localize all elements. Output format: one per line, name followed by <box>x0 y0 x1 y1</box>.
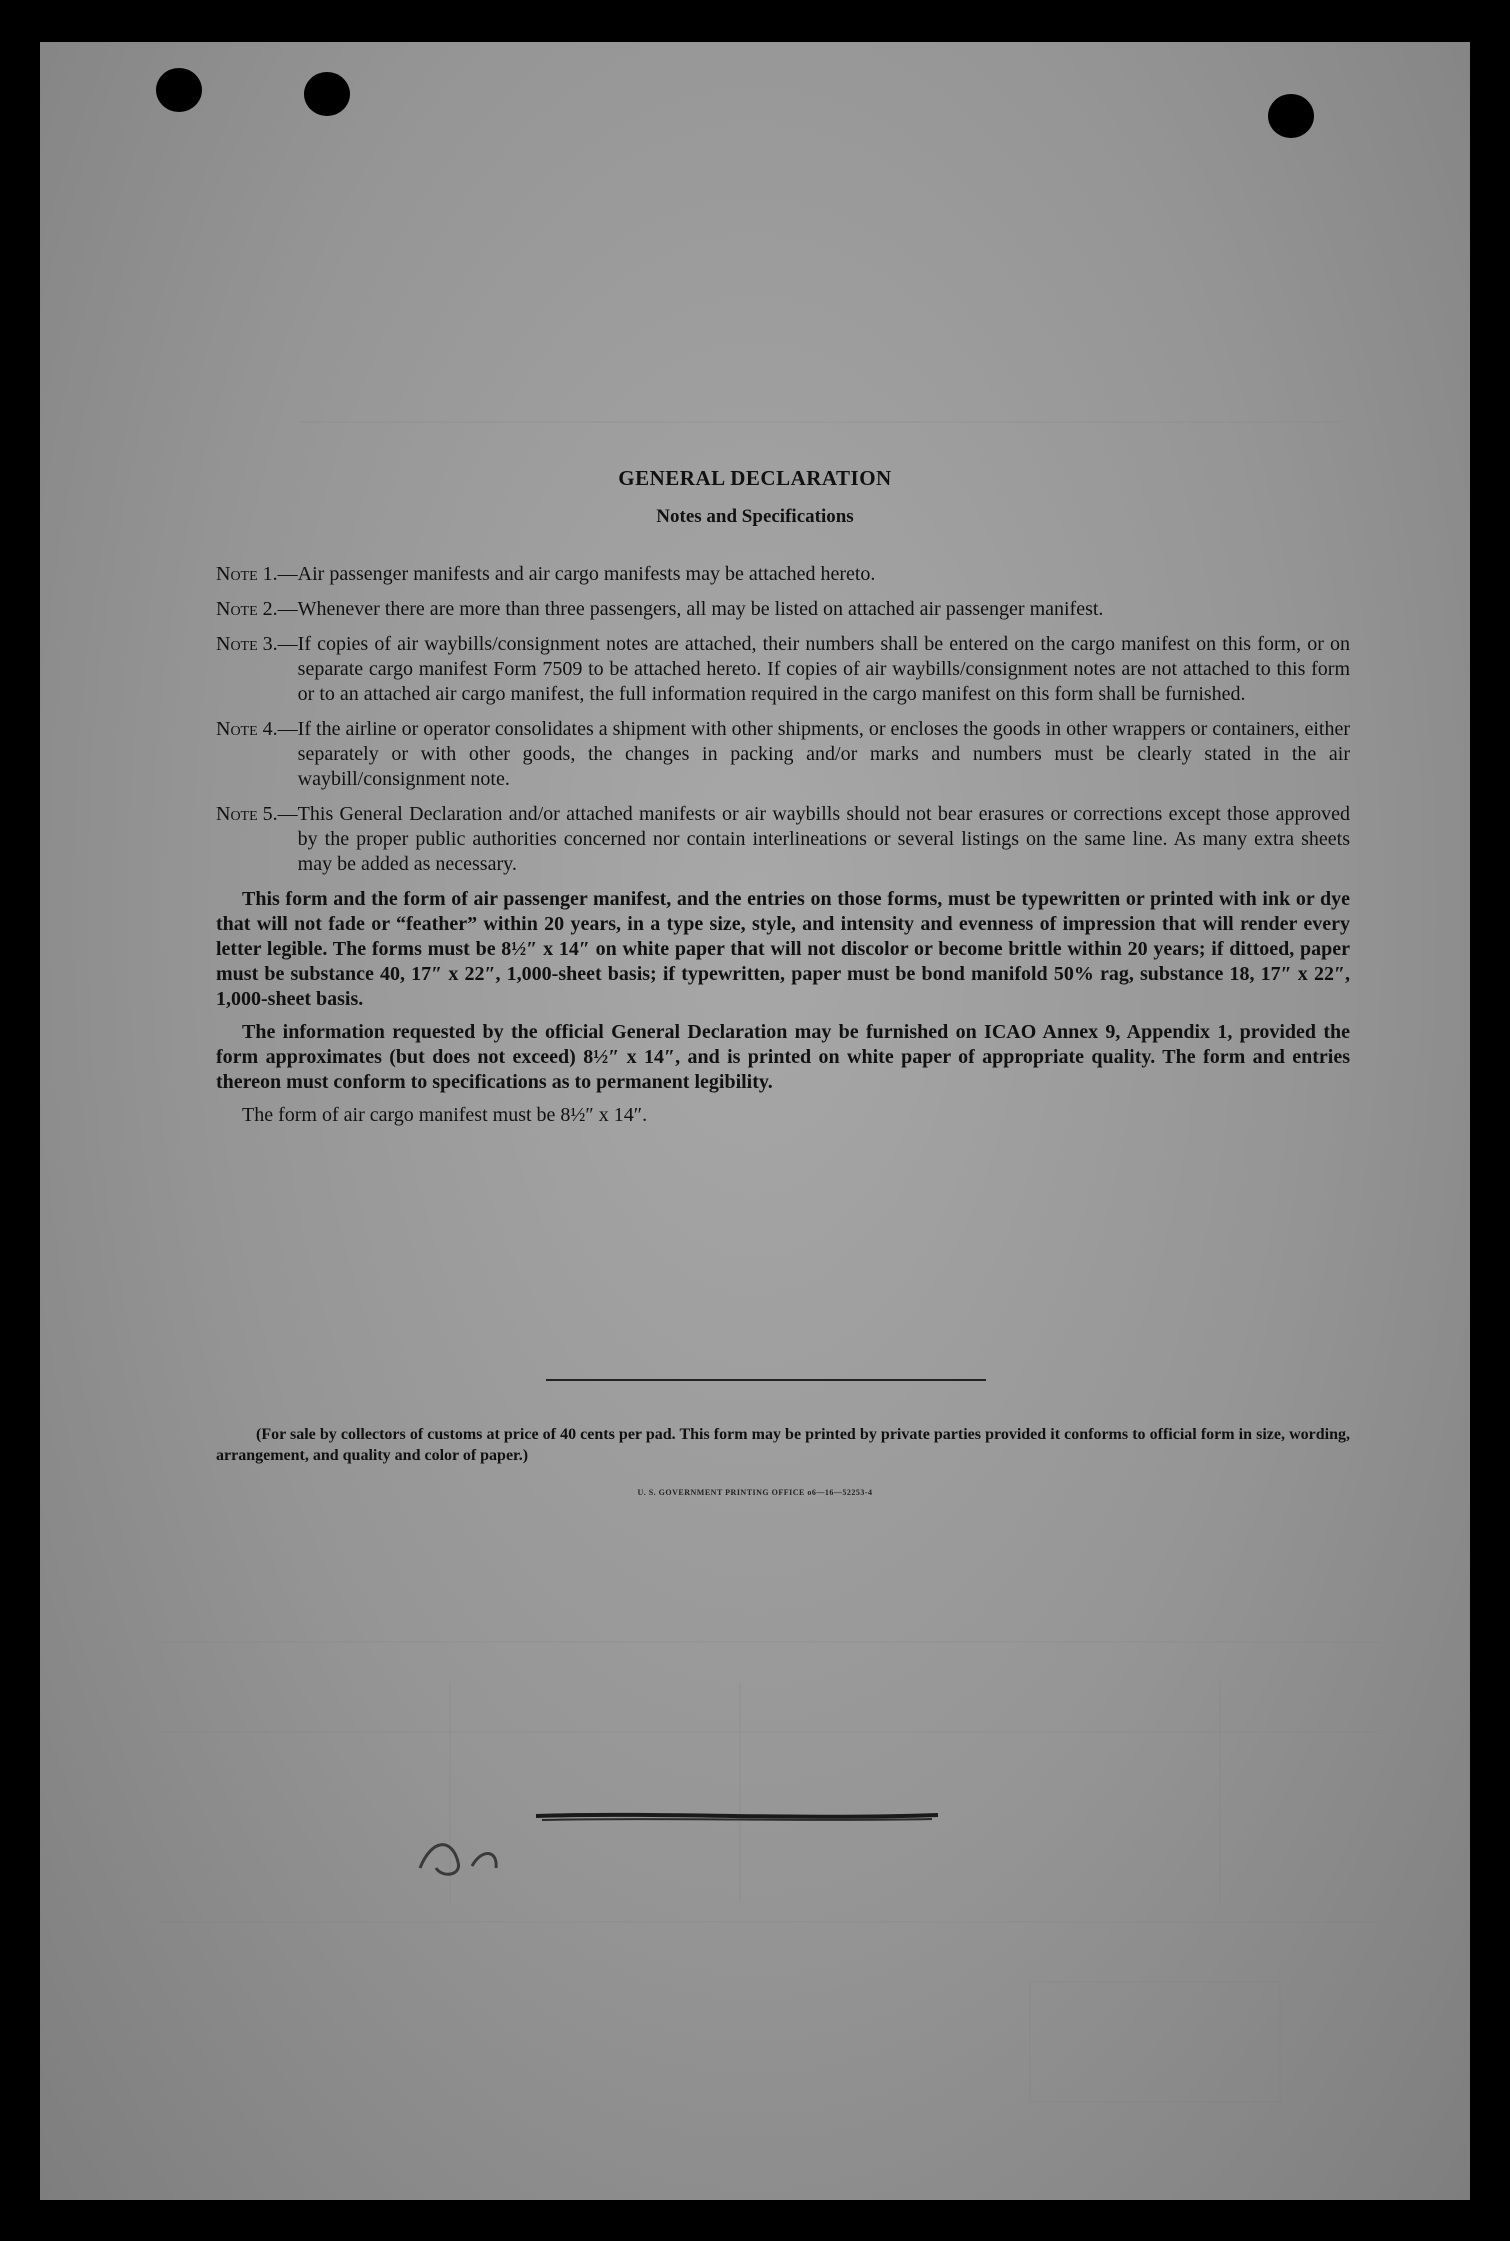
note-text: Whenever there are more than three passengers, all may be listed on attached air passenger manifest. <box>297 598 1104 620</box>
note-5: Note 5. — This General Declaration and/or attached manifests or air waybills should not bear erasures or corrections except those approved by the proper public authorities concerned nor contain interlineations or several listings on the same line. As many extra sheets may be added as necessary. <box>216 803 1350 875</box>
note-label: Note 1. <box>216 563 278 585</box>
note-label: Note 3. <box>216 633 278 655</box>
paragraph-icao-annex: The information requested by the official General Declaration may be furnished on ICAO Annex 9, Appendix 1, provided the form approximates (but does not exceed) 8½″ x 14″, and is printed on white paper of appropriate quality. The form and entries thereon must conform to specifications as to permanent legibility. <box>216 1021 1350 1093</box>
note-text: If the airline or operator consolidates a shipment with other shipments, or encloses the goods in other wrappers or containers, either separately or with other goods, the changes in packing and/or marks and numbers must be clearly stated in the air waybill/consignment note. <box>297 718 1350 790</box>
paragraph-cargo-manifest-size: The form of air cargo manifest must be 8½″ x 14″. <box>242 1104 648 1126</box>
note-label: Note 4. <box>216 718 278 740</box>
handwritten-mark <box>412 1828 532 1888</box>
printing-office-line: U. S. GOVERNMENT PRINTING OFFICE o6—16—52253-4 <box>637 1488 873 1497</box>
page-title: GENERAL DECLARATION <box>618 466 892 490</box>
page-subtitle: Notes and Specifications <box>656 506 854 527</box>
paragraph-form-requirements: This form and the form of air passenger manifest, and the entries on those forms, must be typewritten or printed with ink or dye that will not fade or “feather” within 20 years, in a type size, style, and intensity and evenness of impression that will render every letter legible. The forms must be 8½″ x 14″ on white paper that will not discolor or become brittle within 20 years; if dittoed, paper must be substance 40, 17″ x 22″, 1,000-sheet basis; if typewritten, paper must be bond manifold 50% rag, substance 18, 17″ x 22″, 1,000-sheet basis. <box>216 888 1350 1010</box>
sale-notice: (For sale by collectors of customs at price of 40 cents per pad. This form may be printed by private parties provided it conforms to official form in size, wording, arrangement, and quality and color of paper.) <box>216 1426 1350 1464</box>
note-3: Note 3. — If copies of air waybills/consignment notes are attached, their numbers shall be entered on the cargo manifest on this form, or on separate cargo manifest Form 7509 to be attached hereto. If copies of air waybills/consignment notes are not attached to this form or to an attached air cargo manifest, the full information required in the cargo manifest on this form shall be furnished. <box>216 633 1350 705</box>
note-text: Air passenger manifests and air cargo manifests may be attached hereto. <box>297 563 876 585</box>
notes-section <box>216 562 1350 1128</box>
note-label: Note 5. <box>216 803 278 825</box>
note-text: This General Declaration and/or attached manifests or air waybills should not bear erasures or corrections except those approved by the proper public authorities concerned nor contain interlineations or several listings on the same line. As many extra sheets may be added as necessary. <box>297 803 1350 875</box>
note-label: Note 2. <box>216 598 278 620</box>
note-2: Note 2. — Whenever there are more than three passengers, all may be listed on attached air passenger manifest. <box>216 597 1350 622</box>
note-text: If copies of air waybills/consignment notes are attached, their numbers shall be entered on the cargo manifest on this form, or on separate cargo manifest Form 7509 to be attached hereto. If copies of air waybills/consignment notes are not attached to this form or to an attached air cargo manifest, the full information required in the cargo manifest on this form shall be furnished. <box>297 633 1350 705</box>
note-1: Note 1. — Air passenger manifests and air cargo manifests may be attached hereto. <box>216 562 1350 587</box>
document-sheet <box>40 42 1470 2200</box>
strike-through-mark <box>532 1810 942 1824</box>
note-4: Note 4. — If the airline or operator consolidates a shipment with other shipments, or encloses the goods in other wrappers or containers, either separately or with other goods, the changes in packing and/or marks and numbers must be clearly stated in the air waybill/consignment note. <box>216 718 1350 790</box>
horizontal-rule <box>546 1379 986 1381</box>
